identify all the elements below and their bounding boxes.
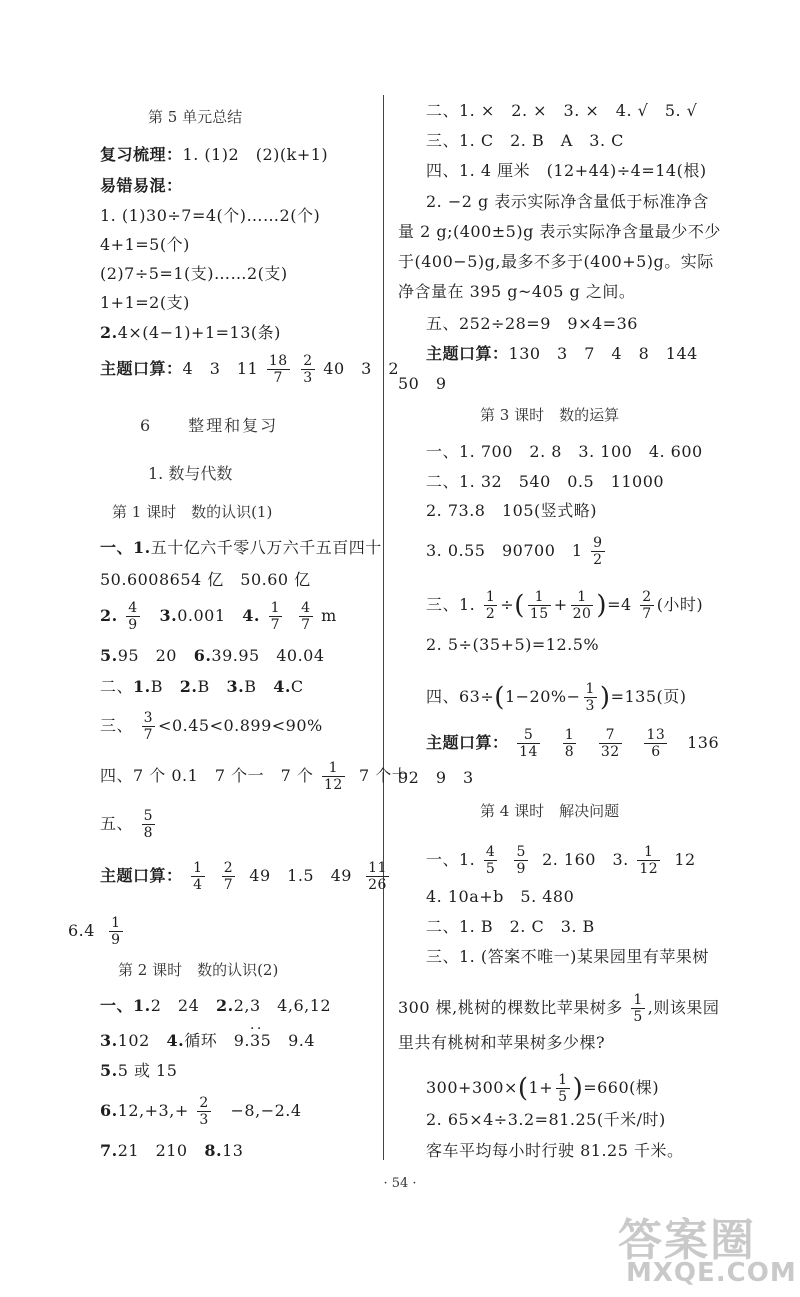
- fraction: $\frac{2}{3}$: [199, 1095, 209, 1129]
- lesson3-title: 第 3 课时 数的运算: [480, 406, 620, 424]
- chapter6-title: 6 整理和复习: [140, 416, 279, 435]
- fraction: $\frac{1}{12}$: [323, 760, 343, 794]
- fraction: $\frac{5}{9}$: [516, 844, 526, 878]
- easy-wrong-heading: 易错易混：: [100, 176, 183, 195]
- right-part5: 五、252÷28=9 9×4=36: [426, 314, 638, 333]
- paren-close: ): [572, 1073, 584, 1104]
- lesson1-part5: 五、 $\frac{5}{8}$: [100, 808, 154, 842]
- paren-open: (: [517, 1073, 529, 1104]
- easy-wrong-1d: 1+1=2(支): [100, 293, 190, 312]
- paren-open: (: [494, 682, 505, 713]
- watermark-bottom: MXQE.COM: [626, 1258, 797, 1288]
- lesson4-part3-b: 300 棵,桃树的棵数比苹果树多 $\frac{1}{5}$ ,则该果园: [398, 992, 720, 1026]
- unit5-title: 第 5 单元总结: [148, 108, 243, 126]
- easy-wrong-1b: 4+1=5(个): [100, 235, 190, 254]
- lesson2-q6: 6.12,+3,+ $\frac{2}{3}$ −8,−2.4: [100, 1095, 302, 1129]
- fraction: $\frac{1}{8}$: [564, 727, 575, 761]
- lesson3-part3: 三、1. $\frac{1}{2}$ ÷( $\frac{1}{15}$ + $\frac{1}{20}$ )=4 $\frac{2}{7}$ (小时): [426, 589, 704, 623]
- lesson3-q3: 3. 0.55 90700 1 $\frac{9}{2}$: [426, 535, 603, 569]
- page-number: · 54 ·: [383, 1176, 417, 1191]
- lesson4-part1: 一、1. $\frac{4}{5}$ $\frac{5}{9}$ 2. 160 3. $\frac{1}{12}$ 12: [426, 844, 696, 878]
- watermark-logo: [598, 1204, 797, 1294]
- lesson3-part2: 二、1. 32 540 0.5 11000: [426, 472, 665, 491]
- paren-open: (: [514, 590, 525, 621]
- fraction: $\frac{18}{7}$: [268, 353, 288, 387]
- fraction: $\frac{11}{26}$: [368, 860, 387, 894]
- fraction: $\frac{1}{5}$: [633, 992, 643, 1026]
- right-part4-2a: 2. −2 g 表示实际净含量低于标准净含: [426, 192, 709, 211]
- fraction: $\frac{2}{7}$: [642, 589, 652, 623]
- lesson1-part4: 四、7 个 0.1 7 个一 7 个 $\frac{1}{12}$ 7 个十: [100, 760, 409, 794]
- fraction: $\frac{1}{20}$: [572, 589, 592, 623]
- fraction: $\frac{1}{3}$: [585, 681, 595, 715]
- fraction: $\frac{1}{7}$: [270, 600, 280, 634]
- lesson4-part2: 二、1. B 2. C 3. B: [426, 917, 595, 936]
- lesson3-q2: 2. 73.8 105(竖式略): [426, 501, 598, 520]
- right-oral-2b: 92 9 3: [398, 768, 474, 787]
- fraction: $\frac{4}{5}$: [485, 844, 496, 878]
- fraction: $\frac{9}{2}$: [593, 535, 603, 569]
- fraction: $\frac{7}{32}$: [600, 727, 620, 761]
- lesson1-q1: 一、1.五十亿六千零八万六千五百四十: [100, 538, 382, 557]
- lesson1-q1b: 50.6008654 亿 50.60 亿: [100, 570, 311, 589]
- fraction: $\frac{5}{8}$: [143, 808, 154, 842]
- lesson4-part3-2: 2. 65×4÷3.2=81.25(千米/时): [426, 1110, 666, 1129]
- fraction: $\frac{1}{5}$: [558, 1072, 568, 1106]
- right-part2: 二、1. × 2. × 3. × 4. √ 5. √: [426, 101, 698, 120]
- lesson1-q5-6: 5.95 20 6.39.95 40.04: [100, 646, 325, 665]
- lesson4-title: 第 4 课时 解决问题: [480, 802, 620, 820]
- lesson2-q7-8: 7.21 210 8.13: [100, 1141, 244, 1160]
- fraction: $\frac{5}{14}$: [519, 727, 538, 761]
- lesson3-part3-2: 2. 5÷(35+5)=12.5%: [426, 635, 600, 654]
- fraction: $\frac{1}{12}$: [639, 844, 659, 878]
- lesson2-q5: 5.5 或 15: [100, 1061, 178, 1080]
- lesson2-title: 第 2 课时 数的认识(2): [118, 961, 279, 979]
- right-part4-2c: 于(400−5)g,最多不多于(400+5)g。实际: [398, 252, 714, 271]
- right-oral-2: 主题口算： $\frac{5}{14}$ $\frac{1}{8}$ $\frac{7}{32}$ $\frac{13}{6}$ 136: [426, 727, 720, 761]
- fraction: $\frac{4}{7}$: [301, 600, 311, 634]
- easy-wrong-2: 2.4×(4−1)+1=13(条): [100, 323, 281, 342]
- fraction: $\frac{3}{7}$: [143, 710, 154, 744]
- easy-wrong-1c: (2)7÷5=1(支)……2(支): [100, 264, 288, 283]
- fraction: $\frac{1}{9}$: [111, 915, 121, 949]
- lesson2-q3-4: 3.102 4.循环 9.· · 35 9.4: [100, 1033, 315, 1049]
- fraction: $\frac{2}{3}$: [303, 353, 313, 387]
- lesson3-part4: 四、63÷(1−20%− $\frac{1}{3}$ )=135(页): [426, 681, 687, 715]
- oral-line-2: 主题口算： $\frac{1}{4}$ $\frac{2}{7}$ 49 1.5 49 $\frac{11}{26}$: [100, 860, 387, 894]
- repeating-decimal: · · 35: [250, 1033, 271, 1049]
- oral-line-1: 主题口算：4 3 11 $\frac{18}{7}$ $\frac{2}{3}$ 40 3 2: [100, 353, 400, 387]
- column-divider: [383, 95, 384, 1160]
- lesson3-part1: 一、1. 700 2. 8 3. 100 4. 600: [426, 442, 703, 461]
- right-oral-1: 主题口算：130 3 7 4 8 144: [426, 344, 698, 363]
- lesson2-q1-2: 一、1.2 24 2.2,3 4,6,12: [100, 996, 332, 1015]
- easy-wrong-1a: 1. (1)30÷7=4(个)……2(个): [100, 206, 321, 225]
- right-oral-1b: 50 9: [398, 374, 447, 393]
- right-part3: 三、1. C 2. B A 3. C: [426, 131, 624, 150]
- lesson1-part3: 三、 $\frac{3}{7}$ <0.45<0.899<90%: [100, 710, 323, 744]
- oral-line-2b: 6.4 $\frac{1}{9}$: [68, 915, 121, 949]
- fraction: $\frac{2}{7}$: [223, 860, 234, 894]
- fraction: $\frac{4}{9}$: [128, 600, 138, 634]
- right-part4-1: 四、1. 4 厘米 (12+44)÷4=14(根): [426, 161, 707, 180]
- lesson4-q4-5: 4. 10a+b 5. 480: [426, 887, 575, 906]
- fraction: $\frac{1}{2}$: [485, 589, 496, 623]
- watermark-top: 答案圈: [618, 1215, 756, 1266]
- review-line: 复习梳理：1. (1)2 (2)(k+1): [100, 145, 329, 164]
- fraction: $\frac{13}{6}$: [646, 727, 666, 761]
- fraction: $\frac{1}{15}$: [529, 589, 549, 623]
- lesson4-part3-2-answer: 客车平均每小时行驶 81.25 千米。: [426, 1141, 684, 1160]
- paren-close: ): [596, 590, 608, 621]
- lesson1-q2-4: 2. $\frac{4}{9}$ 3.0.001 4. $\frac{1}{7}$ $\frac{4}{7}$ m: [100, 600, 337, 634]
- right-part4-2d: 净含量在 395 g~405 g 之间。: [398, 282, 636, 301]
- paren-close: ): [599, 682, 611, 713]
- lesson4-part3-c: 里共有桃树和苹果树多少棵?: [398, 1033, 606, 1052]
- fraction: $\frac{1}{4}$: [193, 860, 203, 894]
- lesson4-part3-calc: 300+300×(1+ $\frac{1}{5}$ )=660(棵): [426, 1072, 660, 1106]
- lesson4-part3-a: 三、1. (答案不唯一)某果园里有苹果树: [426, 947, 709, 966]
- right-part4-2b: 量 2 g;(400±5)g 表示实际净含量最少不少: [398, 222, 721, 241]
- lesson1-title: 第 1 课时 数的认识(1): [112, 503, 273, 521]
- section1-title: 1. 数与代数: [148, 464, 233, 483]
- lesson1-part2: 二、1.B 2.B 3.B 4.C: [100, 677, 304, 696]
